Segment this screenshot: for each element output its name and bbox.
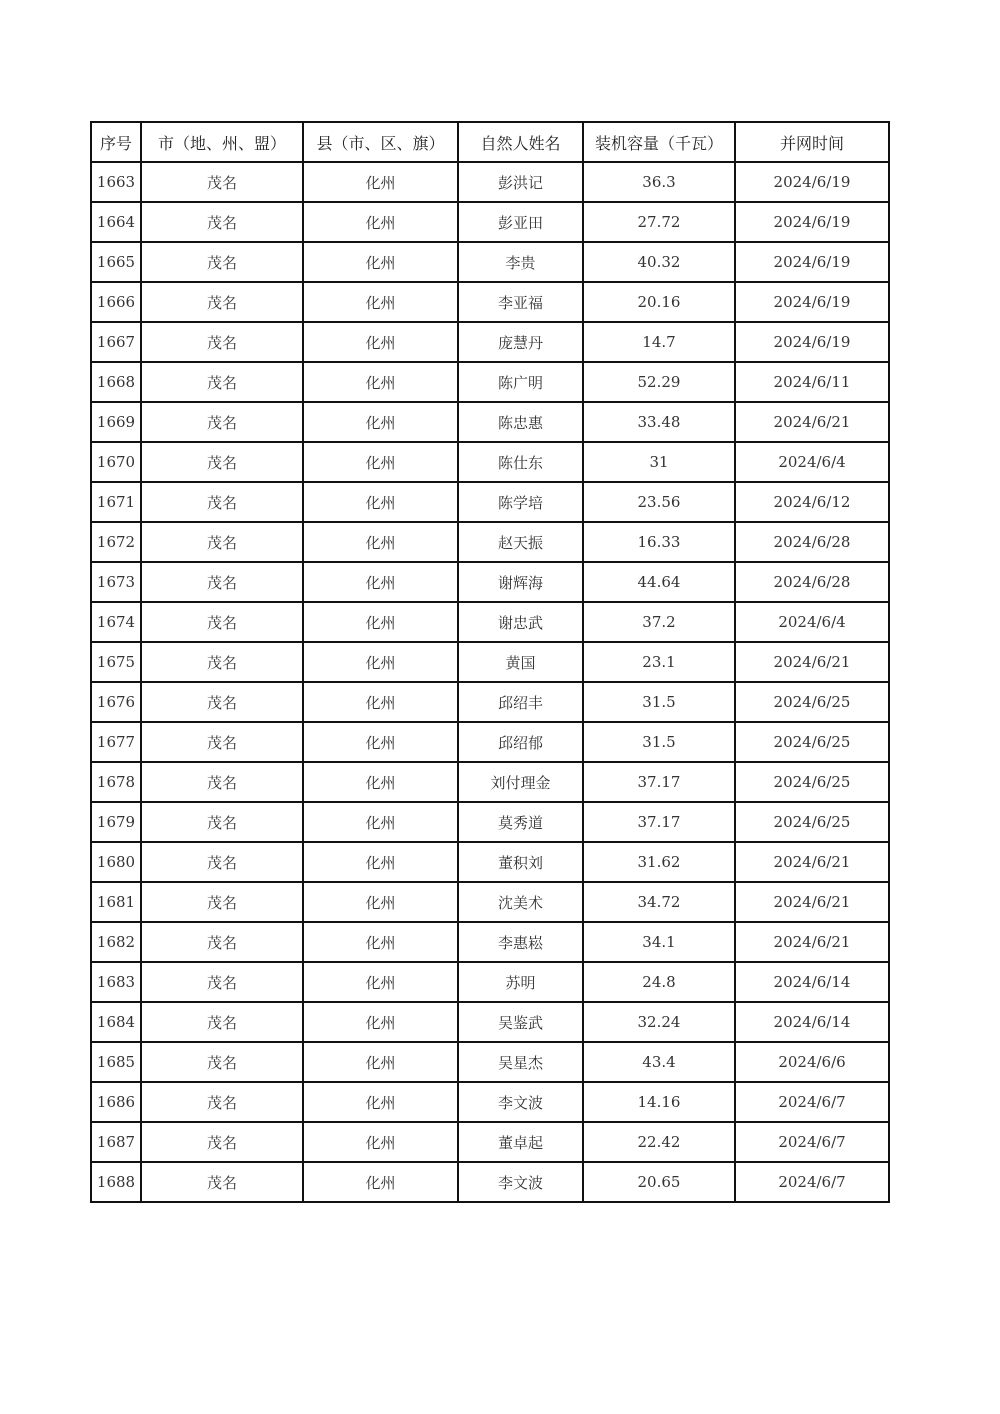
table-row xyxy=(91,482,889,522)
cell-person-name: 吴星杰 xyxy=(458,1042,583,1082)
cell-serial-number: 1678 xyxy=(91,762,141,802)
cell-serial-number: 1684 xyxy=(91,1002,141,1042)
cell-serial-number: 1664 xyxy=(91,202,141,242)
table-row xyxy=(91,402,889,442)
cell-grid-connection-date: 2024/6/4 xyxy=(735,442,889,482)
cell-grid-connection-date: 2024/6/21 xyxy=(735,882,889,922)
cell-county: 化州 xyxy=(303,162,458,202)
cell-grid-connection-date: 2024/6/21 xyxy=(735,922,889,962)
cell-serial-number: 1686 xyxy=(91,1082,141,1122)
table-row xyxy=(91,242,889,282)
cell-person-name: 陈忠惠 xyxy=(458,402,583,442)
cell-county: 化州 xyxy=(303,202,458,242)
cell-grid-connection-date: 2024/6/6 xyxy=(735,1042,889,1082)
table-row xyxy=(91,1082,889,1122)
cell-grid-connection-date: 2024/6/12 xyxy=(735,482,889,522)
cell-city: 茂名 xyxy=(141,362,303,402)
table-row xyxy=(91,442,889,482)
cell-city: 茂名 xyxy=(141,1082,303,1122)
cell-county: 化州 xyxy=(303,562,458,602)
cell-city: 茂名 xyxy=(141,682,303,722)
cell-city: 茂名 xyxy=(141,922,303,962)
cell-person-name: 李贵 xyxy=(458,242,583,282)
cell-county: 化州 xyxy=(303,282,458,322)
cell-grid-connection-date: 2024/6/21 xyxy=(735,402,889,442)
cell-installed-capacity: 24.8 xyxy=(583,962,735,1002)
cell-serial-number: 1688 xyxy=(91,1162,141,1202)
cell-county: 化州 xyxy=(303,802,458,842)
table-row xyxy=(91,1162,889,1202)
cell-person-name: 黄国 xyxy=(458,642,583,682)
cell-person-name: 陈学培 xyxy=(458,482,583,522)
cell-city: 茂名 xyxy=(141,642,303,682)
cell-installed-capacity: 23.1 xyxy=(583,642,735,682)
cell-installed-capacity: 27.72 xyxy=(583,202,735,242)
cell-city: 茂名 xyxy=(141,442,303,482)
cell-installed-capacity: 16.33 xyxy=(583,522,735,562)
cell-serial-number: 1666 xyxy=(91,282,141,322)
cell-city: 茂名 xyxy=(141,882,303,922)
cell-installed-capacity: 34.72 xyxy=(583,882,735,922)
cell-city: 茂名 xyxy=(141,202,303,242)
cell-installed-capacity: 31.62 xyxy=(583,842,735,882)
table-row xyxy=(91,762,889,802)
cell-county: 化州 xyxy=(303,842,458,882)
cell-grid-connection-date: 2024/6/7 xyxy=(735,1082,889,1122)
cell-county: 化州 xyxy=(303,722,458,762)
cell-county: 化州 xyxy=(303,602,458,642)
table-row xyxy=(91,562,889,602)
table-row xyxy=(91,1122,889,1162)
cell-installed-capacity: 23.56 xyxy=(583,482,735,522)
cell-grid-connection-date: 2024/6/28 xyxy=(735,562,889,602)
cell-county: 化州 xyxy=(303,642,458,682)
cell-grid-connection-date: 2024/6/25 xyxy=(735,722,889,762)
header-county: 县（市、区、旗） xyxy=(303,122,458,162)
cell-county: 化州 xyxy=(303,1002,458,1042)
cell-city: 茂名 xyxy=(141,722,303,762)
cell-installed-capacity: 20.65 xyxy=(583,1162,735,1202)
cell-grid-connection-date: 2024/6/21 xyxy=(735,642,889,682)
cell-person-name: 李文波 xyxy=(458,1162,583,1202)
cell-county: 化州 xyxy=(303,362,458,402)
cell-person-name: 李惠崧 xyxy=(458,922,583,962)
cell-installed-capacity: 44.64 xyxy=(583,562,735,602)
table-row xyxy=(91,642,889,682)
cell-county: 化州 xyxy=(303,1122,458,1162)
cell-installed-capacity: 37.17 xyxy=(583,762,735,802)
table-row xyxy=(91,162,889,202)
cell-city: 茂名 xyxy=(141,162,303,202)
cell-person-name: 谢忠武 xyxy=(458,602,583,642)
cell-county: 化州 xyxy=(303,922,458,962)
cell-county: 化州 xyxy=(303,962,458,1002)
cell-installed-capacity: 43.4 xyxy=(583,1042,735,1082)
cell-county: 化州 xyxy=(303,1082,458,1122)
table-row xyxy=(91,282,889,322)
cell-installed-capacity: 31.5 xyxy=(583,722,735,762)
cell-grid-connection-date: 2024/6/25 xyxy=(735,682,889,722)
cell-person-name: 李亚福 xyxy=(458,282,583,322)
header-person-name: 自然人姓名 xyxy=(458,122,583,162)
cell-person-name: 李文波 xyxy=(458,1082,583,1122)
cell-person-name: 刘付理金 xyxy=(458,762,583,802)
cell-grid-connection-date: 2024/6/4 xyxy=(735,602,889,642)
table-row xyxy=(91,842,889,882)
cell-installed-capacity: 22.42 xyxy=(583,1122,735,1162)
cell-grid-connection-date: 2024/6/28 xyxy=(735,522,889,562)
cell-installed-capacity: 14.16 xyxy=(583,1082,735,1122)
cell-city: 茂名 xyxy=(141,802,303,842)
cell-serial-number: 1669 xyxy=(91,402,141,442)
cell-person-name: 陈广明 xyxy=(458,362,583,402)
cell-serial-number: 1670 xyxy=(91,442,141,482)
cell-serial-number: 1668 xyxy=(91,362,141,402)
table-row xyxy=(91,202,889,242)
cell-city: 茂名 xyxy=(141,482,303,522)
cell-city: 茂名 xyxy=(141,842,303,882)
cell-county: 化州 xyxy=(303,402,458,442)
cell-grid-connection-date: 2024/6/19 xyxy=(735,322,889,362)
cell-grid-connection-date: 2024/6/19 xyxy=(735,242,889,282)
table-row xyxy=(91,602,889,642)
cell-installed-capacity: 34.1 xyxy=(583,922,735,962)
cell-county: 化州 xyxy=(303,762,458,802)
cell-city: 茂名 xyxy=(141,1042,303,1082)
cell-person-name: 邱绍郁 xyxy=(458,722,583,762)
table-row xyxy=(91,1042,889,1082)
table-body xyxy=(91,162,889,1202)
cell-serial-number: 1676 xyxy=(91,682,141,722)
cell-installed-capacity: 31.5 xyxy=(583,682,735,722)
cell-installed-capacity: 40.32 xyxy=(583,242,735,282)
cell-serial-number: 1685 xyxy=(91,1042,141,1082)
cell-person-name: 董卓起 xyxy=(458,1122,583,1162)
cell-serial-number: 1682 xyxy=(91,922,141,962)
cell-person-name: 彭洪记 xyxy=(458,162,583,202)
cell-county: 化州 xyxy=(303,682,458,722)
cell-serial-number: 1665 xyxy=(91,242,141,282)
cell-person-name: 陈仕东 xyxy=(458,442,583,482)
table-row xyxy=(91,362,889,402)
cell-grid-connection-date: 2024/6/19 xyxy=(735,282,889,322)
table-header-row xyxy=(91,122,889,162)
table-row xyxy=(91,802,889,842)
header-city: 市（地、州、盟） xyxy=(141,122,303,162)
header-serial-number: 序号 xyxy=(91,122,141,162)
cell-city: 茂名 xyxy=(141,1162,303,1202)
cell-grid-connection-date: 2024/6/7 xyxy=(735,1162,889,1202)
cell-person-name: 庞慧丹 xyxy=(458,322,583,362)
cell-installed-capacity: 37.2 xyxy=(583,602,735,642)
table-row xyxy=(91,962,889,1002)
cell-city: 茂名 xyxy=(141,402,303,442)
cell-city: 茂名 xyxy=(141,242,303,282)
cell-serial-number: 1672 xyxy=(91,522,141,562)
cell-serial-number: 1671 xyxy=(91,482,141,522)
cell-county: 化州 xyxy=(303,242,458,282)
cell-serial-number: 1667 xyxy=(91,322,141,362)
cell-county: 化州 xyxy=(303,1042,458,1082)
cell-city: 茂名 xyxy=(141,1002,303,1042)
cell-installed-capacity: 36.3 xyxy=(583,162,735,202)
cell-city: 茂名 xyxy=(141,562,303,602)
cell-city: 茂名 xyxy=(141,522,303,562)
cell-grid-connection-date: 2024/6/21 xyxy=(735,842,889,882)
cell-serial-number: 1681 xyxy=(91,882,141,922)
cell-county: 化州 xyxy=(303,522,458,562)
cell-installed-capacity: 14.7 xyxy=(583,322,735,362)
cell-grid-connection-date: 2024/6/11 xyxy=(735,362,889,402)
table-row xyxy=(91,922,889,962)
cell-person-name: 赵天振 xyxy=(458,522,583,562)
cell-person-name: 谢辉海 xyxy=(458,562,583,602)
cell-serial-number: 1673 xyxy=(91,562,141,602)
table-row xyxy=(91,1002,889,1042)
cell-grid-connection-date: 2024/6/25 xyxy=(735,802,889,842)
cell-installed-capacity: 20.16 xyxy=(583,282,735,322)
cell-city: 茂名 xyxy=(141,322,303,362)
cell-county: 化州 xyxy=(303,442,458,482)
cell-grid-connection-date: 2024/6/7 xyxy=(735,1122,889,1162)
cell-grid-connection-date: 2024/6/14 xyxy=(735,1002,889,1042)
cell-serial-number: 1687 xyxy=(91,1122,141,1162)
cell-serial-number: 1675 xyxy=(91,642,141,682)
cell-person-name: 莫秀道 xyxy=(458,802,583,842)
cell-serial-number: 1677 xyxy=(91,722,141,762)
cell-county: 化州 xyxy=(303,482,458,522)
cell-county: 化州 xyxy=(303,1162,458,1202)
cell-county: 化州 xyxy=(303,322,458,362)
cell-grid-connection-date: 2024/6/14 xyxy=(735,962,889,1002)
cell-city: 茂名 xyxy=(141,762,303,802)
header-grid-connection-date: 并网时间 xyxy=(735,122,889,162)
cell-grid-connection-date: 2024/6/19 xyxy=(735,202,889,242)
cell-person-name: 吴鉴武 xyxy=(458,1002,583,1042)
cell-serial-number: 1679 xyxy=(91,802,141,842)
cell-grid-connection-date: 2024/6/19 xyxy=(735,162,889,202)
cell-city: 茂名 xyxy=(141,1122,303,1162)
cell-installed-capacity: 52.29 xyxy=(583,362,735,402)
cell-serial-number: 1663 xyxy=(91,162,141,202)
table-row xyxy=(91,682,889,722)
cell-person-name: 沈美术 xyxy=(458,882,583,922)
cell-installed-capacity: 37.17 xyxy=(583,802,735,842)
cell-city: 茂名 xyxy=(141,282,303,322)
cell-installed-capacity: 33.48 xyxy=(583,402,735,442)
cell-person-name: 邱绍丰 xyxy=(458,682,583,722)
table-row xyxy=(91,522,889,562)
cell-installed-capacity: 31 xyxy=(583,442,735,482)
cell-serial-number: 1680 xyxy=(91,842,141,882)
table-row xyxy=(91,722,889,762)
cell-installed-capacity: 32.24 xyxy=(583,1002,735,1042)
grid-connection-table xyxy=(90,121,890,1203)
table-row xyxy=(91,882,889,922)
header-installed-capacity: 装机容量（千瓦） xyxy=(583,122,735,162)
cell-person-name: 董积刘 xyxy=(458,842,583,882)
cell-city: 茂名 xyxy=(141,602,303,642)
cell-serial-number: 1683 xyxy=(91,962,141,1002)
cell-person-name: 彭亚田 xyxy=(458,202,583,242)
cell-person-name: 苏明 xyxy=(458,962,583,1002)
cell-grid-connection-date: 2024/6/25 xyxy=(735,762,889,802)
cell-serial-number: 1674 xyxy=(91,602,141,642)
cell-county: 化州 xyxy=(303,882,458,922)
cell-city: 茂名 xyxy=(141,962,303,1002)
table-row xyxy=(91,322,889,362)
